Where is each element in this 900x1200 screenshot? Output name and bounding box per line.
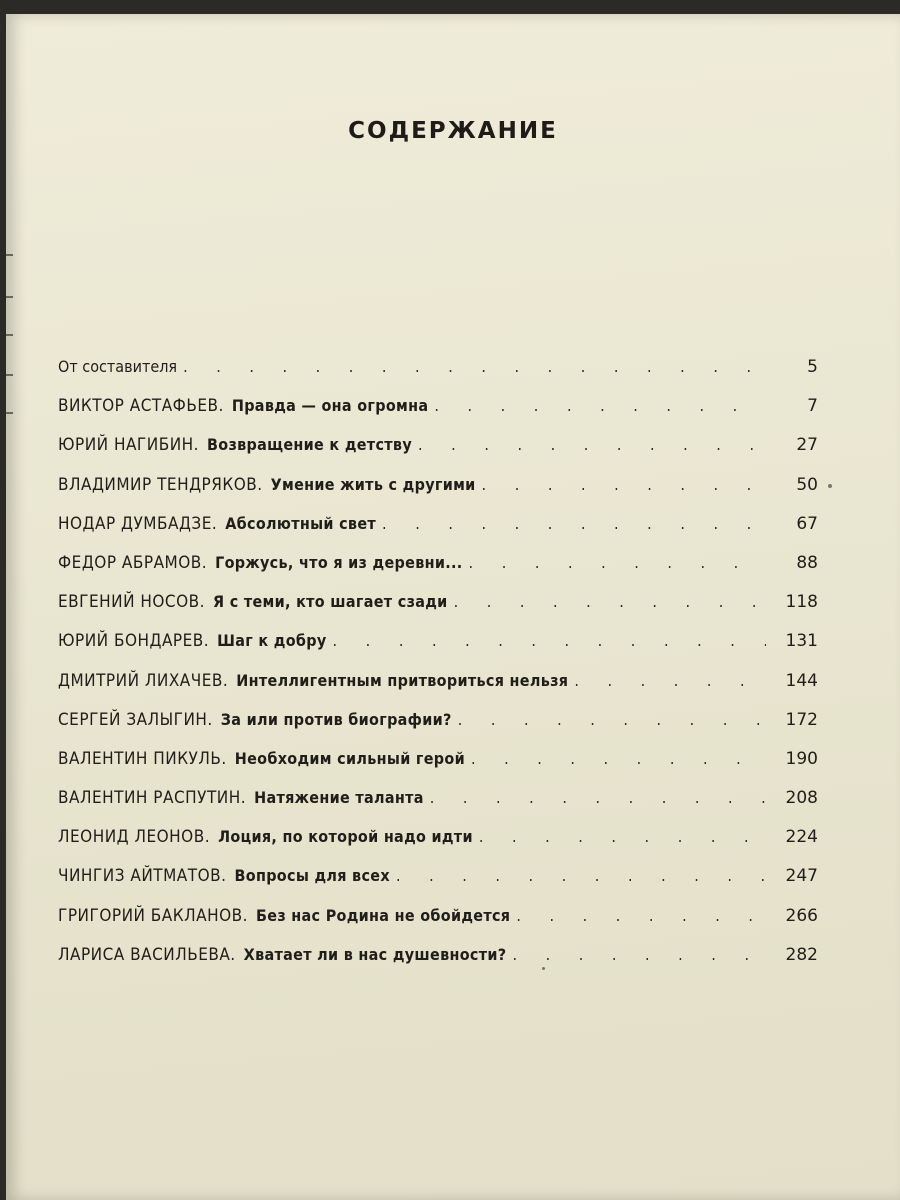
toc-entry: [58, 631, 818, 670]
paper-speck: [828, 484, 832, 488]
toc-page-number: 50: [796, 474, 818, 495]
toc-author: СЕРГЕЙ ЗАЛЫГИН.: [58, 709, 213, 730]
page-title: СОДЕРЖАНИЕ: [348, 118, 558, 144]
toc-entry: [58, 671, 818, 710]
toc-work-title: Натяжение таланта: [254, 788, 424, 808]
table-of-contents: [58, 357, 818, 984]
toc-work-title: Правда — она огромна: [231, 396, 429, 416]
toc-author: ВАЛЕНТИН РАСПУТИН.: [58, 788, 247, 809]
toc-author: ЮРИЙ НАГИБИН.: [58, 435, 199, 456]
toc-entry: [58, 749, 818, 788]
toc-page-number: 144: [785, 670, 818, 691]
dot-leader: [516, 906, 766, 925]
dot-leader: [512, 945, 766, 964]
toc-page-number: 224: [785, 827, 818, 848]
toc-entry: [58, 788, 818, 827]
dot-leader: [454, 592, 766, 611]
dot-leader: [471, 749, 766, 768]
toc-page-number: 131: [785, 631, 818, 652]
toc-entry: [58, 866, 818, 905]
toc-page-number: 7: [807, 396, 818, 417]
toc-work-title: Умение жить с другими: [270, 474, 476, 494]
toc-page-number: 247: [785, 866, 818, 887]
toc-entry: [58, 710, 818, 749]
page-edge-mark: [6, 296, 13, 298]
toc-entry: [58, 357, 818, 396]
toc-work-title: Возвращение к детству: [207, 435, 413, 455]
toc-work-title: Шаг к добру: [217, 631, 327, 651]
toc-entry: [58, 514, 818, 553]
toc-page-number: 5: [807, 357, 818, 377]
page-edge-mark: [6, 254, 13, 256]
toc-author: ФЕДОР АБРАМОВ.: [58, 552, 208, 573]
toc-page-number: 67: [796, 513, 818, 534]
toc-page-number: 172: [785, 709, 818, 730]
toc-entry: [58, 945, 818, 984]
toc-work-title: Лоция, по которой надо идти: [218, 827, 473, 847]
toc-entry: [58, 553, 818, 592]
toc-entry: [58, 475, 818, 514]
toc-author: ЕВГЕНИЙ НОСОВ.: [58, 592, 205, 613]
book-page: [6, 14, 900, 1200]
toc-author: ГРИГОРИЙ БАКЛАНОВ.: [58, 905, 248, 926]
dot-leader: [430, 788, 766, 807]
dot-leader: [479, 827, 766, 846]
toc-entry: [58, 592, 818, 631]
toc-work-title: Необходим сильный герой: [234, 748, 465, 768]
toc-page-number: 118: [785, 592, 818, 613]
toc-author: ВЛАДИМИР ТЕНДРЯКОВ.: [58, 474, 263, 495]
toc-author: ЛАРИСА ВАСИЛЬЕВА.: [58, 944, 236, 965]
dot-leader: [396, 866, 766, 885]
toc-author: ЧИНГИЗ АЙТМАТОВ.: [58, 866, 227, 887]
toc-author: ВАЛЕНТИН ПИКУЛЬ.: [58, 748, 227, 769]
toc-entry: [58, 906, 818, 945]
toc-work-title: Я с теми, кто шагает сзади: [213, 592, 448, 612]
paper-speck: [542, 967, 545, 970]
toc-author: ВИКТОР АСТАФЬЕВ.: [58, 396, 224, 417]
toc-work-title: Вопросы для всех: [234, 866, 390, 886]
dot-leader: [333, 631, 766, 650]
dot-leader: [418, 435, 766, 454]
toc-author: ДМИТРИЙ ЛИХАЧЕВ.: [58, 670, 229, 691]
dot-leader: [382, 514, 766, 533]
toc-work-title: Горжусь, что я из деревни...: [215, 552, 463, 572]
dot-leader: [434, 396, 766, 415]
page-edge-mark: [6, 334, 13, 336]
toc-author: ЛЕОНИД ЛЕОНОВ.: [58, 827, 211, 848]
dot-leader: [469, 553, 766, 572]
dot-leader: [482, 475, 766, 494]
toc-entry: [58, 435, 818, 474]
toc-page-number: 282: [785, 944, 818, 965]
dot-leader: [458, 710, 766, 729]
toc-author: ЮРИЙ БОНДАРЕВ.: [58, 631, 210, 652]
toc-entry-title: От составителя: [58, 357, 178, 376]
toc-author: НОДАР ДУМБАДЗЕ.: [58, 513, 218, 534]
toc-entry: [58, 396, 818, 435]
toc-work-title: За или против биографии?: [220, 709, 452, 729]
toc-page-number: 208: [785, 788, 818, 809]
toc-page-number: 266: [785, 905, 818, 926]
toc-entry: [58, 827, 818, 866]
toc-page-number: 88: [796, 552, 818, 573]
toc-work-title: Абсолютный свет: [225, 513, 377, 533]
dot-leader: [574, 671, 766, 690]
dot-leader: [183, 357, 766, 376]
toc-work-title: Хватает ли в нас душевности?: [243, 944, 507, 964]
toc-work-title: Интеллигентным притвориться нельзя: [236, 670, 569, 690]
page-edge-mark: [6, 374, 13, 376]
toc-work-title: Без нас Родина не обойдется: [255, 905, 511, 925]
toc-page-number: 190: [785, 748, 818, 769]
page-edge-mark: [6, 412, 13, 414]
toc-page-number: 27: [796, 435, 818, 456]
